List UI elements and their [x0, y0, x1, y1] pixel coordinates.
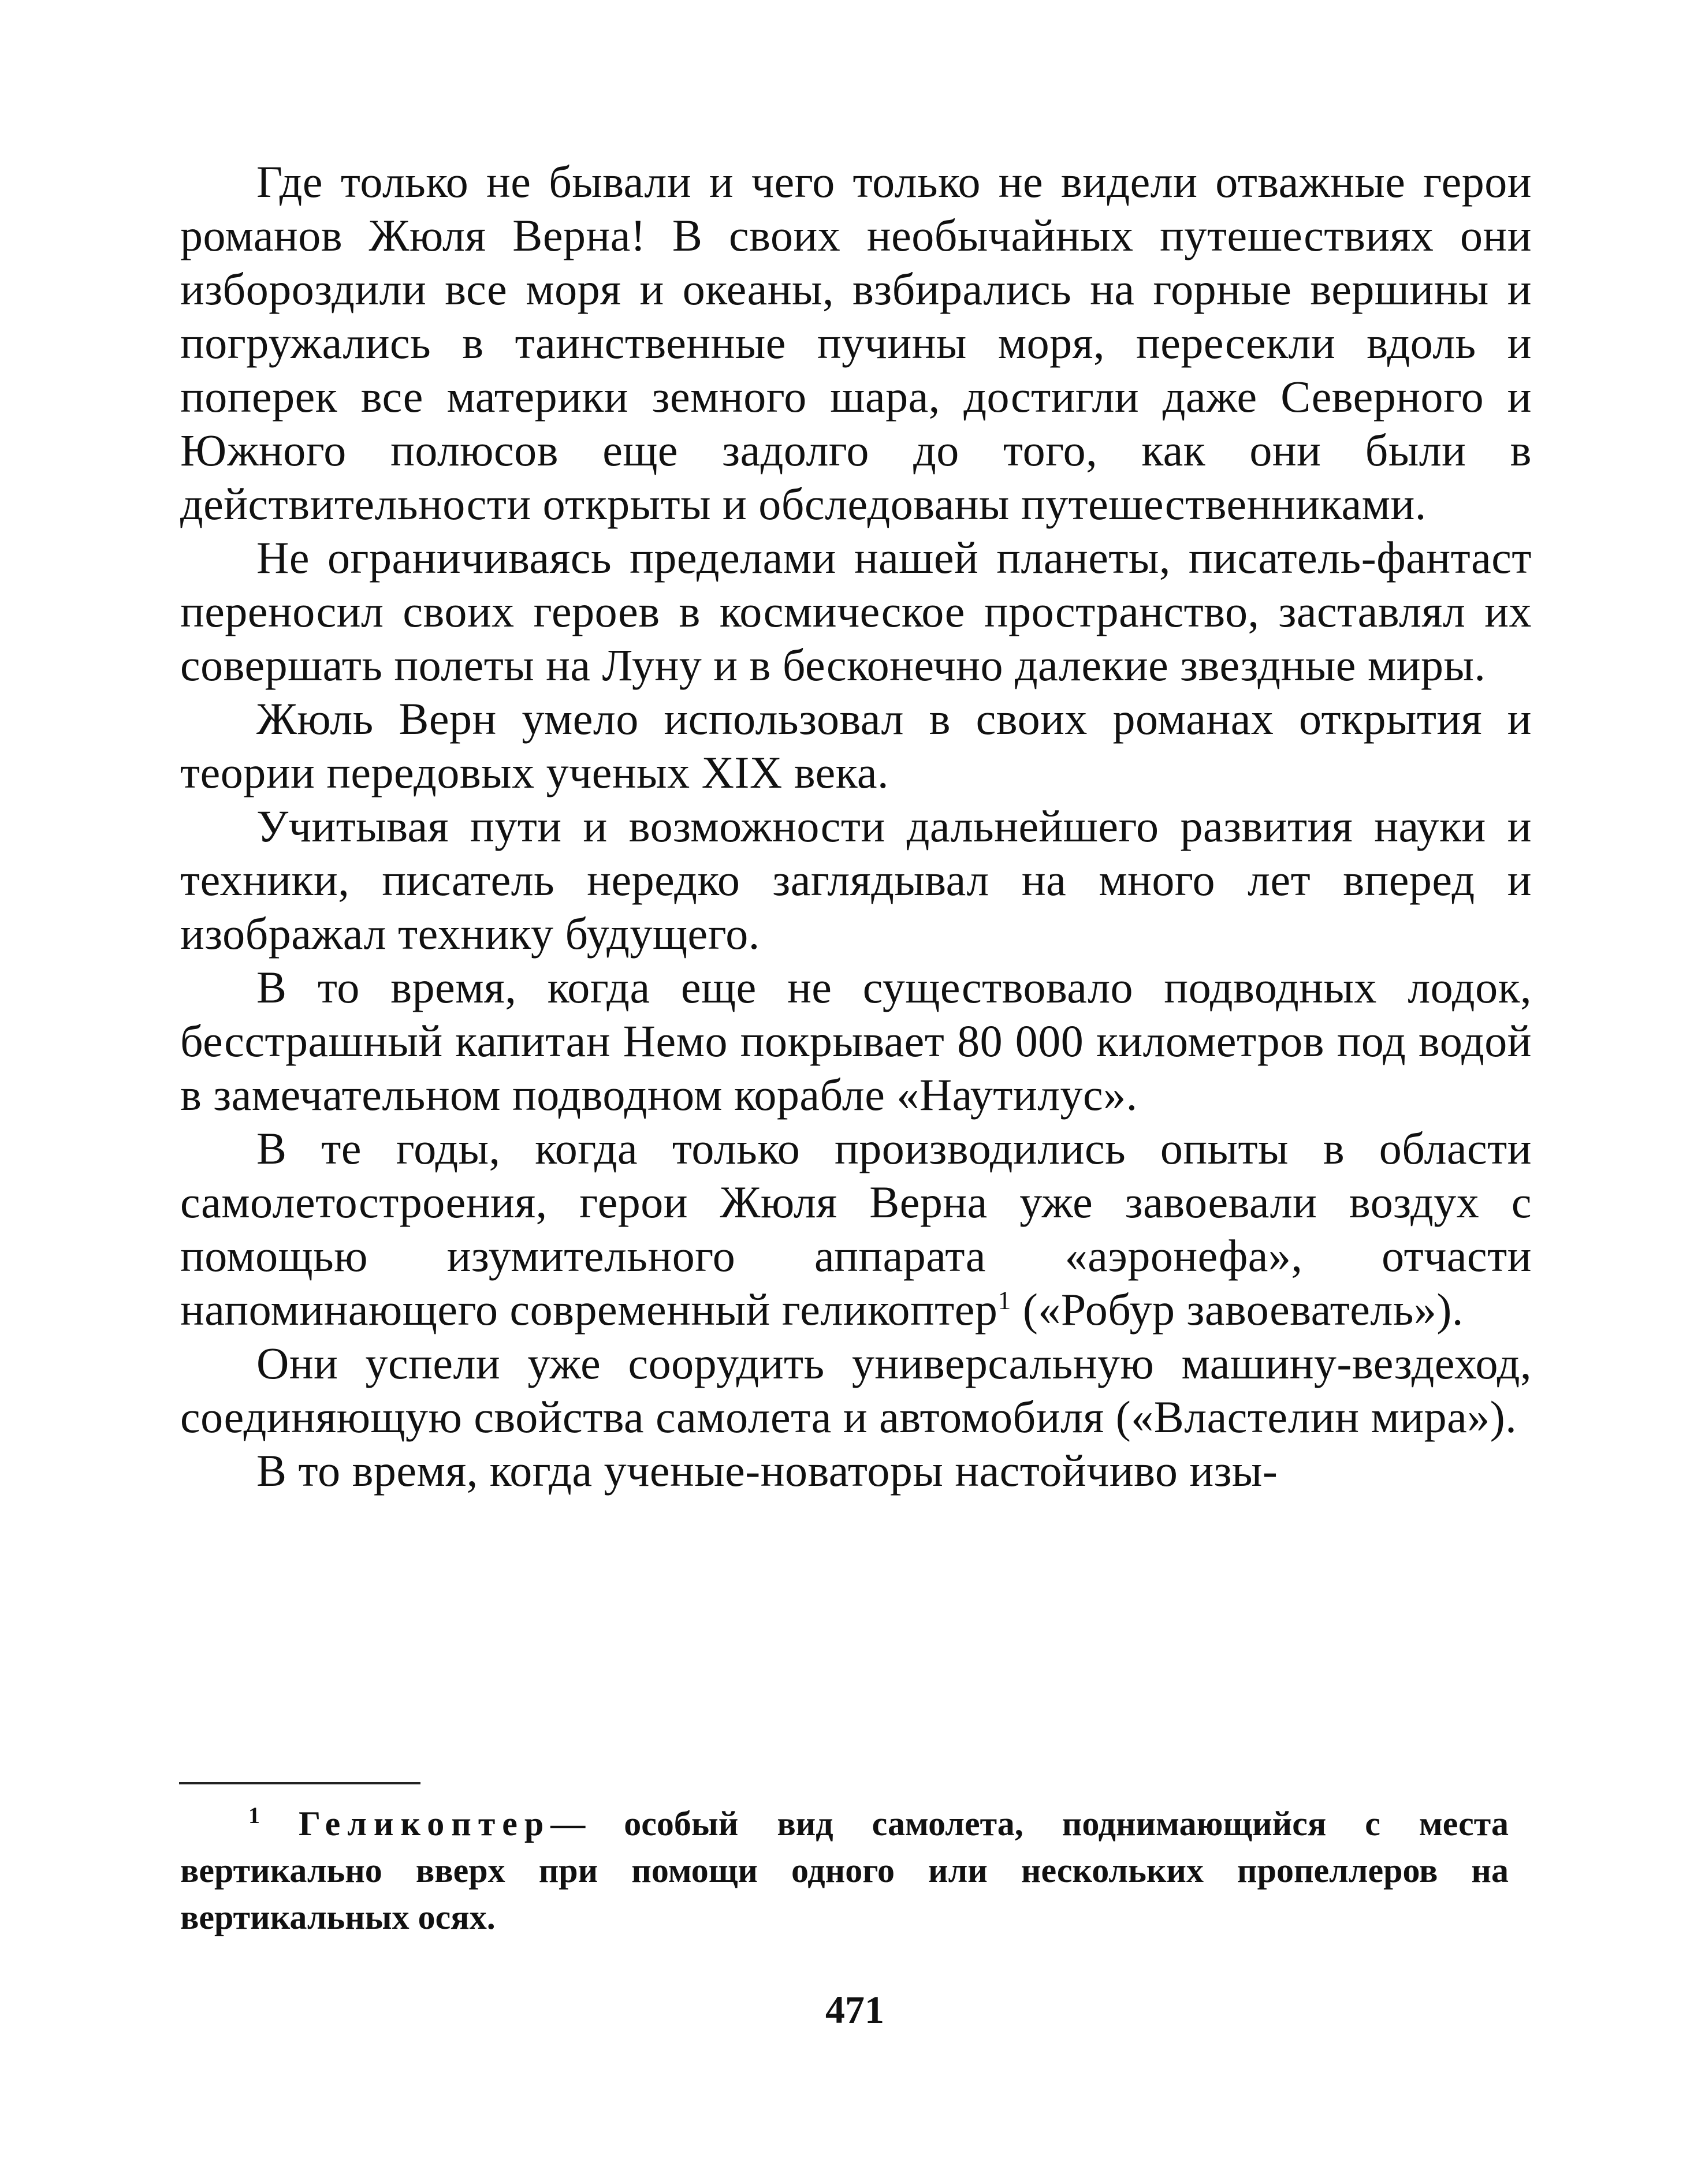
paragraph-6-text: В те годы, когда только производились опыты в области самолетостроения, герои Жюля Верна уже завоевали воздух с помощью изумительного аппарата «аэронефа», отчасти напоминающего современный геликоптер: [180, 1123, 1532, 1335]
main-text: [180, 155, 1532, 1497]
footnote-reference-mark: 1: [997, 1285, 1011, 1315]
footnote-divider: [179, 1782, 420, 1784]
footnote-mark: 1: [248, 1802, 260, 1828]
paragraph-3: Жюль Верн умело использовал в своих романах открытия и теории передовых ученых XIX века.: [180, 694, 1532, 797]
footnote-text: — особый вид самолета, поднимающийся с места вертикально вверх при помощи одного или нескольких пропеллеров на вертикальных осях.: [180, 1805, 1509, 1936]
paragraph-1: Где только не бывали и чего только не видели отважные герои романов Жюля Верна! В своих необычайных путешествиях они избороздили все моря и океаны, взбирались на горные вершины и погружались в таинственные пучины моря, пересекли вдоль и поперек все материки земного шара, достигли даже Северного и Южного полюсов еще задолго до того, как они были в действительности открыты и обследованы путешественниками.: [180, 156, 1532, 529]
page-number: 471: [825, 1988, 884, 2032]
footnote: [180, 1801, 1509, 1941]
paragraph-5: В то время, когда еще не существовало подводных лодок, бесстрашный капитан Немо покрывает 80 000 километров под водой в замечательном подводном корабле «Наутилус».: [180, 962, 1532, 1120]
paragraph-7: Они успели уже соорудить универсальную машину-вездеход, соединяющую свойства самолета и автомобиля («Властелин мира»).: [180, 1338, 1532, 1442]
paragraph-4: Учитывая пути и возможности дальнейшего развития науки и техники, писатель нередко заглядывал на много лет вперед и изображал технику будущего.: [180, 801, 1532, 959]
paragraph-2: Не ограничиваясь пределами нашей планеты, писатель-фантаст переносил своих героев в космическое пространство, заставлял их совершать полеты на Луну и в бесконечно далекие звездные миры.: [180, 532, 1532, 690]
footnote-term: Геликоптер: [299, 1805, 551, 1843]
paragraph-6: [180, 1121, 1532, 1336]
paragraph-8: В то время, когда ученые-новаторы настойчиво изы-: [256, 1445, 1278, 1496]
paragraph-6-text-end: («Робур завоеватель»).: [1011, 1284, 1464, 1335]
